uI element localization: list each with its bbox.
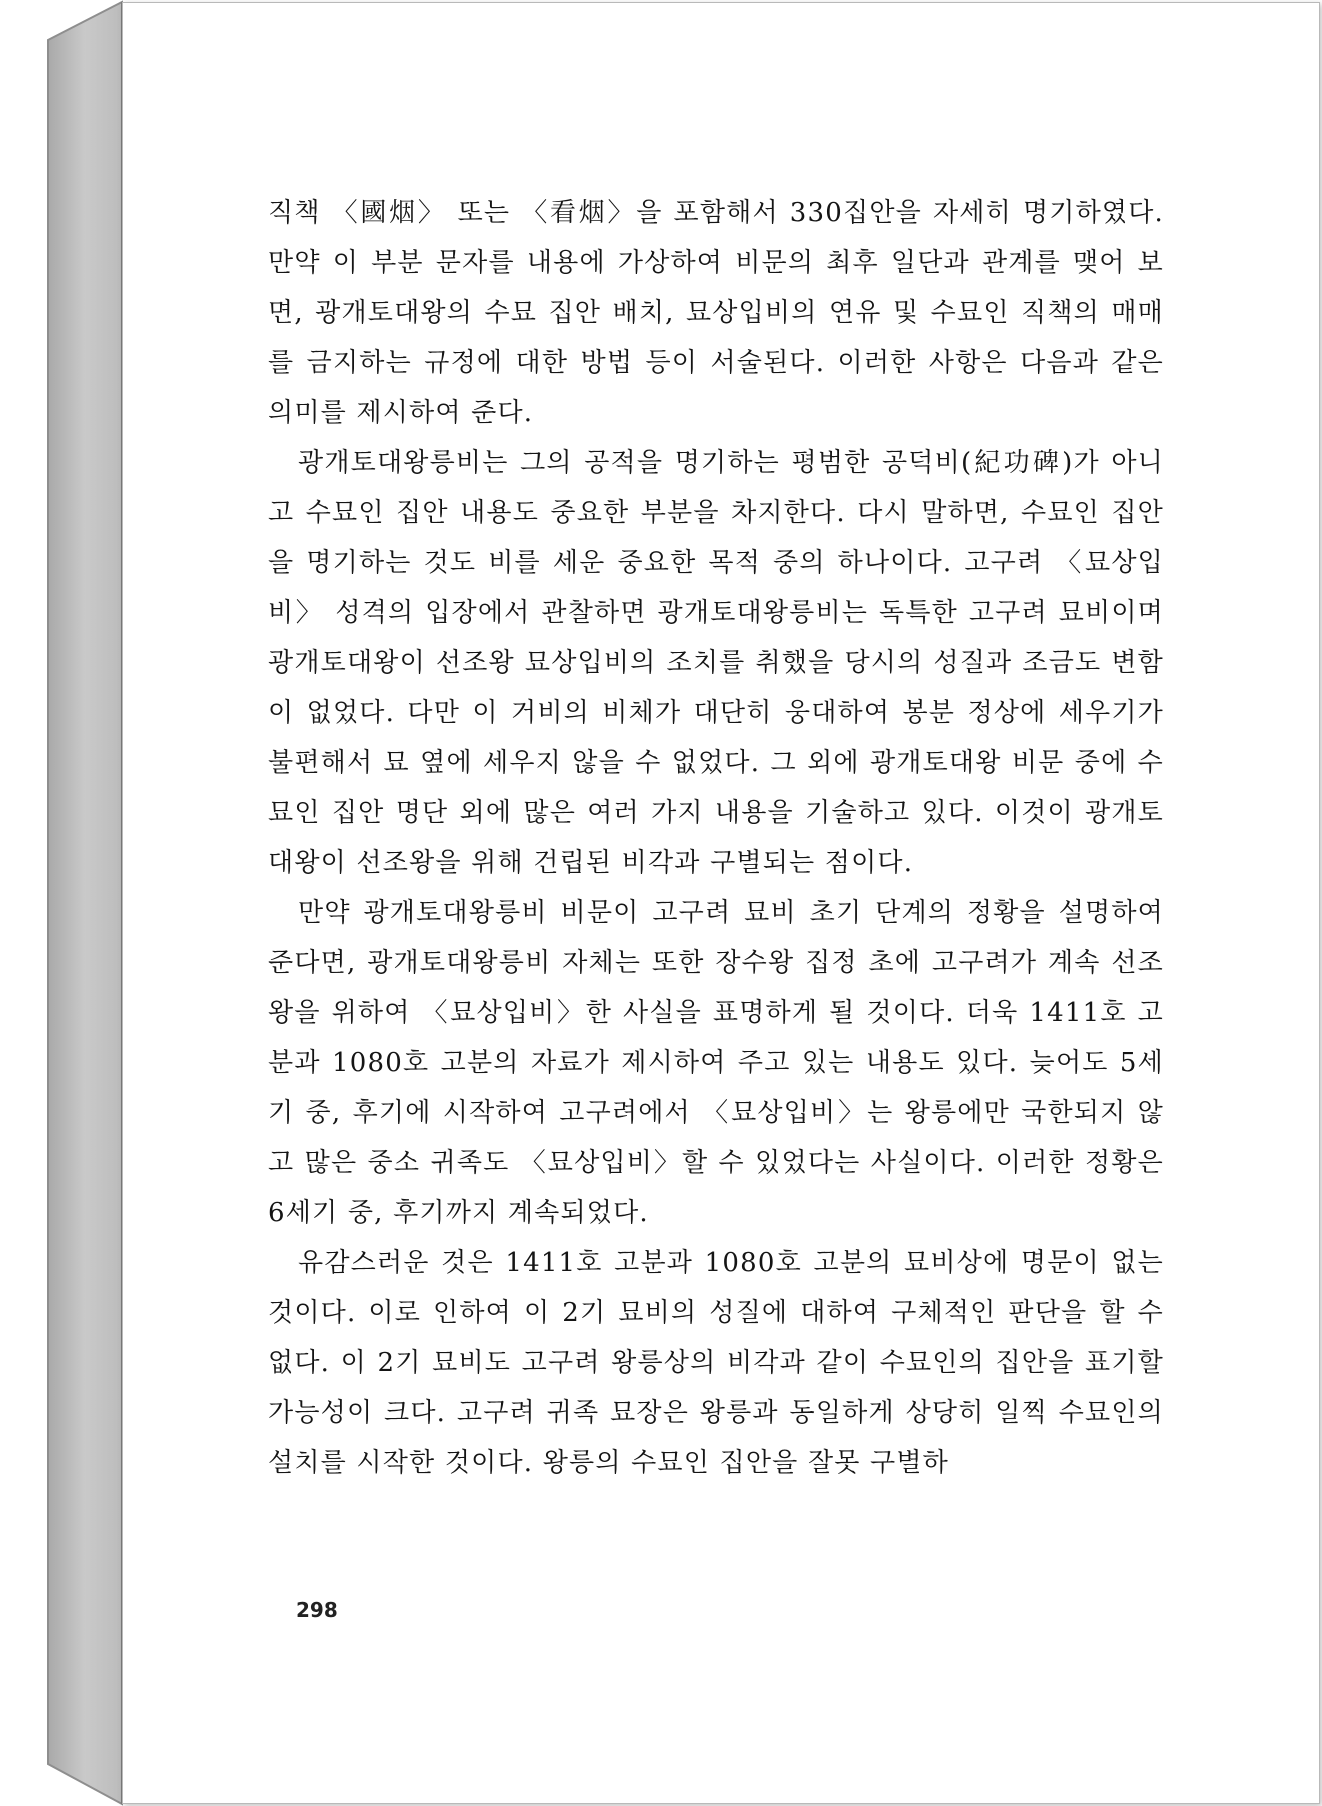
page-body-text — [268, 188, 1164, 1488]
paragraph: 만약 광개토대왕릉비 비문이 고구려 묘비 초기 단계의 정황을 설명하여 준다면, 광개토대왕릉비 자체는 또한 장수왕 집정 초에 고구려가 계속 선조왕을 위하여 〈묘상입비〉한 사실을 표명하게 될 것이다. 더욱 1411호 고분과 1080호 고분의 자료가 제시하여 주고 있는 내용도 있다. 늦어도 5세기 중, 후기에 시작하여 고구려에서 〈묘상입비〉는 왕릉에만 국한되지 않고 많은 중소 귀족도 〈묘상입비〉할 수 있었다는 사실이다. 이러한 정황은 6세기 중, 후기까지 계속되었다. — [268, 898, 1164, 1228]
paragraph: 직책 〈國烟〉 또는 〈看烟〉을 포함해서 330집안을 자세히 명기하였다. 만약 이 부분 문자를 내용에 가상하여 비문의 최후 일단과 관계를 맺어 보면, 광개토대왕의 수묘 집안 배치, 묘상입비의 연유 및 수묘인 직책의 매매를 금지하는 규정에 대한 방법 등이 서술된다. 이러한 사항은 다음과 같은 의미를 제시하여 준다. — [268, 198, 1164, 428]
page-number: 298 — [296, 1598, 338, 1622]
paragraph: 광개토대왕릉비는 그의 공적을 명기하는 평범한 공덕비(紀功碑)가 아니고 수묘인 집안 내용도 중요한 부분을 차지한다. 다시 말하면, 수묘인 집안을 명기하는 것도 비를 세운 중요한 목적 중의 하나이다. 고구려 〈묘상입비〉 성격의 입장에서 관찰하면 광개토대왕릉비는 독특한 고구려 묘비이며 광개토대왕이 선조왕 묘상입비의 조치를 취했을 당시의 성질과 조금도 변함이 없었다. 다만 이 거비의 비체가 대단히 웅대하여 봉분 정상에 세우기가 불편해서 묘 옆에 세우지 않을 수 없었다. 그 외에 광개토대왕 비문 중에 수묘인 집안 명단 외에 많은 여러 가지 내용을 기술하고 있다. 이것이 광개토대왕이 선조왕을 위해 건립된 비각과 구별되는 점이다. — [268, 448, 1164, 878]
paragraph: 유감스러운 것은 1411호 고분과 1080호 고분의 묘비상에 명문이 없는 것이다. 이로 인하여 이 2기 묘비의 성질에 대하여 구체적인 판단을 할 수 없다. 이 2기 묘비도 고구려 왕릉상의 비각과 같이 수묘인의 집안을 표기할 가능성이 크다. 고구려 귀족 묘장은 왕릉과 동일하게 상당히 일찍 수묘인의 설치를 시작한 것이다. 왕릉의 수묘인 집안을 잘못 구별하 — [268, 1248, 1164, 1478]
book-spine — [0, 0, 130, 1806]
